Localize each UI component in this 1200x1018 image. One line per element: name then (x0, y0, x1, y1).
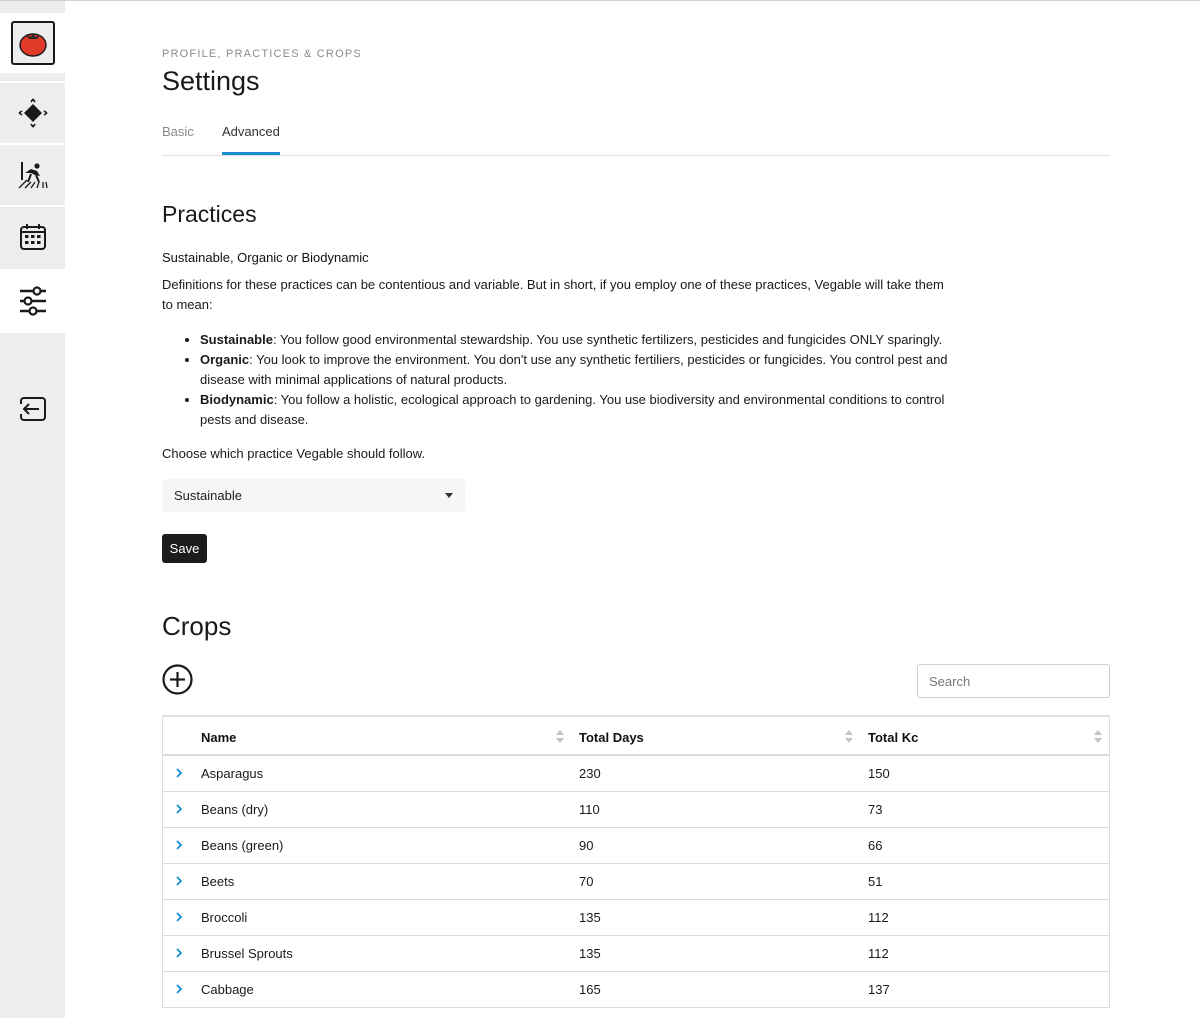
diamond-icon (18, 98, 48, 128)
column-header-total-days[interactable]: Total Days (579, 730, 644, 745)
crop-total-kc: 137 (868, 982, 890, 997)
crop-total-kc: 112 (868, 910, 889, 925)
practices-heading: Practices (162, 201, 257, 227)
crop-total-kc: 51 (868, 874, 883, 889)
table-row[interactable] (163, 792, 1109, 828)
gardener-icon (17, 160, 49, 190)
calendar-icon (19, 223, 47, 251)
crop-total-days: 90 (579, 838, 594, 853)
table-row[interactable] (163, 900, 1109, 936)
nav-home-logo[interactable] (0, 13, 65, 73)
sliders-icon (19, 286, 47, 316)
practice-term: Sustainable (200, 332, 273, 347)
crop-total-days: 230 (579, 766, 601, 781)
top-border (0, 0, 1200, 1)
practice-description: : You follow good environmental stewardship. You use synthetic fertilizers, pesticides and fungicides ONLY sparingly. (272, 332, 943, 347)
chevron-right-icon[interactable] (174, 803, 184, 815)
nav-logout[interactable] (0, 379, 65, 439)
sidebar (0, 1, 65, 1018)
crop-total-days: 165 (579, 982, 601, 997)
nav-calendar[interactable] (0, 207, 65, 267)
table-header (163, 716, 1109, 756)
crop-total-kc: 150 (868, 766, 890, 781)
tab-basic[interactable]: Basic (162, 124, 194, 139)
list-item (200, 390, 952, 430)
practice-select-value: Sustainable (174, 488, 242, 503)
table-row[interactable] (163, 828, 1109, 864)
crops-heading: Crops (162, 611, 232, 641)
tab-advanced[interactable]: Advanced (222, 124, 280, 155)
chevron-right-icon[interactable] (174, 767, 184, 779)
logout-icon (18, 394, 48, 424)
sort-icon[interactable] (845, 730, 853, 744)
crop-name: Beans (dry) (201, 802, 269, 817)
table-row[interactable] (163, 936, 1109, 972)
crop-name: Brussel Sprouts (201, 946, 293, 961)
table-row[interactable] (163, 972, 1109, 1008)
sort-icon[interactable] (556, 730, 564, 744)
table-row[interactable] (163, 756, 1109, 792)
table-row[interactable] (163, 864, 1109, 900)
chevron-right-icon[interactable] (174, 983, 184, 995)
choose-practice-text: Choose which practice Vegable should follow. (162, 446, 426, 461)
crop-total-kc: 112 (868, 946, 889, 961)
crop-name: Broccoli (201, 910, 248, 925)
save-button[interactable]: Save (162, 534, 207, 563)
page-title: Settings (162, 66, 260, 96)
crop-total-days: 135 (579, 910, 601, 925)
nav-gardener[interactable] (0, 145, 65, 205)
crops-table (162, 715, 1110, 1008)
list-item (200, 350, 952, 390)
practice-description: : You look to improve the environment. You don't use any synthetic fertiliers, pesticides or fungicides. You control pest and disease with minimal applications of natural products. (200, 352, 948, 387)
practice-select[interactable] (162, 479, 465, 512)
crop-name: Cabbage (201, 982, 254, 997)
nav-garden[interactable] (0, 83, 65, 143)
chevron-right-icon[interactable] (174, 911, 184, 923)
crop-total-days: 70 (579, 874, 594, 889)
column-header-name[interactable]: Name (201, 730, 237, 745)
tab-bar (162, 122, 1110, 156)
crop-total-kc: 66 (868, 838, 883, 853)
tomato-icon (17, 28, 49, 58)
chevron-right-icon[interactable] (174, 839, 184, 851)
crop-name: Beans (green) (201, 838, 284, 853)
practices-list (200, 330, 952, 430)
crop-name: Asparagus (201, 766, 264, 781)
sort-icon[interactable] (1094, 730, 1102, 744)
list-item (200, 330, 952, 350)
crop-total-days: 135 (579, 946, 601, 961)
column-header-total-kc[interactable]: Total Kc (868, 730, 919, 745)
practices-intro: Definitions for these practices can be contentious and variable. But in short, if you employ one of these practices, Vegable will take them to mean: (162, 277, 944, 312)
logo-frame (11, 21, 55, 65)
practice-term: Biodynamic (200, 392, 274, 407)
crop-name: Beets (201, 874, 235, 889)
chevron-right-icon[interactable] (174, 947, 184, 959)
crop-total-days: 110 (579, 802, 600, 817)
practices-subheading: Sustainable, Organic or Biodynamic (162, 250, 369, 265)
breadcrumb: PROFILE, PRACTICES & CROPS (162, 48, 362, 60)
add-crop-icon[interactable] (162, 664, 193, 695)
practice-term: Organic (200, 352, 250, 367)
nav-settings[interactable] (0, 269, 65, 333)
crop-total-kc: 73 (868, 802, 883, 817)
practice-description: : You follow a holistic, ecological approach to gardening. You use biodiversity and environmental conditions to control pests and disease. (200, 392, 945, 427)
search-input[interactable] (917, 664, 1110, 698)
chevron-right-icon[interactable] (174, 875, 184, 887)
caret-down-icon (445, 493, 453, 498)
